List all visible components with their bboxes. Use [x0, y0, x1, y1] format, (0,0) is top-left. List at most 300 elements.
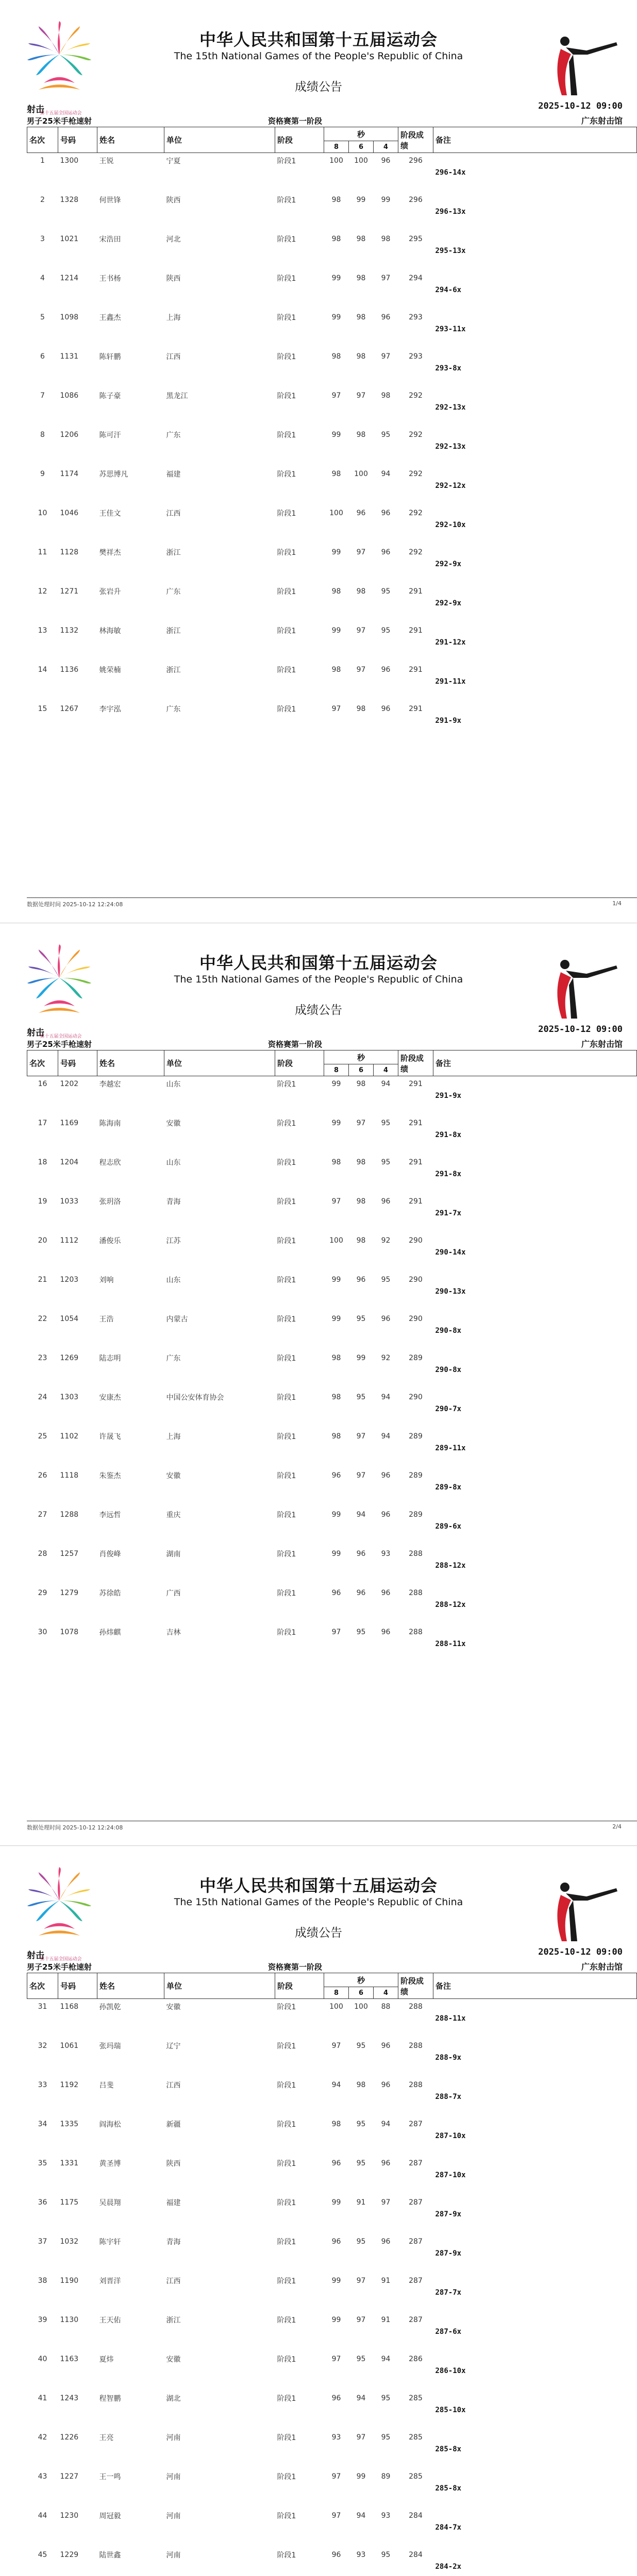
score-8s-cell: 96 [331, 2159, 341, 2167]
rank-cell: 15 [38, 705, 47, 713]
score-4s-cell: 93 [381, 2512, 391, 2520]
col-header-note: 备注 [433, 127, 637, 153]
total-cell: 285 [409, 2433, 423, 2442]
table-row [27, 1546, 637, 1562]
unit-cell: 江西 [166, 510, 181, 518]
table-row [27, 1155, 637, 1170]
phase-cell: 阶段1 [277, 275, 296, 283]
rank-cell: 16 [38, 1080, 47, 1088]
rank-cell: 28 [38, 1550, 47, 1558]
title-english: The 15th National Games of the People's Republic of China [174, 50, 463, 62]
table-row-note [27, 1601, 637, 1624]
phase-cell: 阶段1 [277, 196, 296, 205]
score-4s-cell: 96 [381, 1315, 391, 1323]
table-row [27, 2391, 637, 2406]
score-4s-cell: 96 [381, 2159, 391, 2167]
score-8s-cell: 99 [331, 2198, 341, 2207]
rank-cell: 31 [38, 2003, 47, 2011]
score-4s-cell: 96 [381, 509, 391, 517]
note-cell: 293-8x [435, 364, 462, 372]
rank-cell: 11 [38, 548, 47, 556]
unit-cell: 青海 [166, 1198, 181, 1206]
number-cell: 1190 [60, 2277, 79, 2285]
table-row [27, 1076, 637, 1092]
name-cell: 肖俊峰 [99, 1550, 121, 1558]
phase-cell: 阶段1 [277, 2434, 296, 2442]
phase-cell: 阶段1 [277, 2551, 296, 2560]
rank-cell: 42 [38, 2433, 47, 2442]
score-8s-cell: 96 [331, 2551, 341, 2559]
phase-cell: 阶段1 [277, 157, 296, 165]
score-6s-cell: 97 [356, 2277, 366, 2285]
note-cell: 287-9x [435, 2249, 462, 2258]
page-number: 1/4 [612, 900, 622, 907]
table-row-note [27, 2054, 637, 2077]
phase-cell: 阶段1 [277, 1354, 296, 1363]
total-cell: 290 [409, 1393, 423, 1401]
total-cell: 290 [409, 1315, 423, 1323]
number-cell: 1061 [60, 2042, 79, 2050]
event-datetime: 2025-10-12 09:00 [538, 1024, 623, 1035]
col-header-number: 号码 [58, 127, 97, 153]
table-row-note [27, 2445, 637, 2469]
table-row-note [27, 482, 637, 505]
unit-cell: 江西 [166, 353, 181, 361]
score-6s-cell: 98 [356, 313, 366, 321]
notice-title: 成绩公告 [295, 80, 342, 94]
table-row [27, 545, 637, 560]
score-4s-cell: 96 [381, 2238, 391, 2246]
note-cell: 296-14x [435, 168, 466, 177]
number-cell: 1203 [60, 1276, 79, 1284]
score-8s-cell: 98 [331, 587, 341, 596]
rank-cell: 17 [38, 1119, 47, 1127]
note-cell: 292-9x [435, 599, 462, 607]
col-header-total: 阶段成绩 [398, 1050, 433, 1076]
total-cell: 293 [409, 313, 423, 321]
score-4s-cell: 95 [381, 2433, 391, 2442]
number-cell: 1168 [60, 2003, 79, 2011]
score-4s-cell: 95 [381, 1158, 391, 1166]
results-body [27, 1999, 637, 2576]
score-8s-cell: 97 [331, 2355, 341, 2363]
phase-cell: 阶段1 [277, 549, 296, 557]
number-cell: 1132 [60, 626, 79, 635]
total-cell: 292 [409, 431, 423, 439]
table-row-note [27, 1209, 637, 1233]
unit-cell: 辽宁 [166, 2042, 181, 2050]
score-8s-cell: 97 [331, 2512, 341, 2520]
score-8s-cell: 96 [331, 1471, 341, 1480]
number-cell: 1226 [60, 2433, 79, 2442]
total-cell: 288 [409, 2042, 423, 2050]
unit-cell: 安徽 [166, 1472, 181, 1480]
table-row-note [27, 2210, 637, 2234]
table-row [27, 1272, 637, 1287]
col-header-rank: 名次 [27, 1050, 58, 1076]
event-name: 射击 [27, 105, 44, 115]
table-row-note [27, 286, 637, 310]
unit-cell: 中国公安体育协会 [166, 1394, 224, 1402]
total-cell: 290 [409, 1276, 423, 1284]
score-6s-cell: 99 [356, 2472, 366, 2481]
total-cell: 291 [409, 705, 423, 713]
table-row-note [27, 2289, 637, 2312]
phase-cell: 阶段1 [277, 2199, 296, 2207]
table-row [27, 1585, 637, 1601]
col-header-8s: 8 [324, 141, 349, 153]
note-cell: 288-11x [435, 2014, 466, 2023]
col-header-number: 号码 [58, 1973, 97, 1999]
number-cell: 1202 [60, 1080, 79, 1088]
title-english: The 15th National Games of the People's Republic of China [174, 974, 463, 985]
score-6s-cell: 97 [356, 666, 366, 674]
score-6s-cell: 97 [356, 2316, 366, 2324]
event-name: 射击 [27, 1951, 44, 1961]
number-cell: 1169 [60, 1119, 79, 1127]
col-header-name: 姓名 [97, 1050, 164, 1076]
phase-cell: 阶段1 [277, 235, 296, 244]
unit-cell: 福建 [166, 470, 181, 479]
note-cell: 293-11x [435, 325, 466, 333]
score-6s-cell: 97 [356, 1432, 366, 1440]
score-8s-cell: 97 [331, 1197, 341, 1206]
note-cell: 288-12x [435, 1562, 466, 1570]
table-row-note [27, 1287, 637, 1311]
score-6s-cell: 97 [356, 548, 366, 556]
name-cell: 宋浩田 [99, 235, 121, 244]
unit-cell: 河北 [166, 235, 181, 244]
number-cell: 1130 [60, 2316, 79, 2324]
unit-cell: 湖北 [166, 2395, 181, 2403]
rank-cell: 23 [38, 1354, 47, 1362]
score-6s-cell: 96 [356, 509, 366, 517]
note-cell: 292-9x [435, 560, 462, 568]
score-4s-cell: 95 [381, 2551, 391, 2559]
score-6s-cell: 98 [356, 1197, 366, 1206]
unit-cell: 浙江 [166, 2316, 181, 2325]
logo-caption: 第十五届全国运动会 [40, 1034, 82, 1039]
title-chinese: 中华人民共和国第十五届运动会 [199, 953, 438, 973]
total-cell: 291 [409, 1080, 423, 1088]
total-cell: 285 [409, 2472, 423, 2481]
rank-cell: 21 [38, 1276, 47, 1284]
score-6s-cell: 98 [356, 1236, 366, 1245]
name-cell: 潘俊乐 [99, 1237, 121, 1245]
name-cell: 周冠毅 [99, 2512, 121, 2520]
event-venue: 广东射击馆 [581, 1039, 623, 1049]
results-table [27, 1050, 637, 1664]
table-row-note [27, 168, 637, 192]
table-row-note [27, 1522, 637, 1546]
phase-cell: 阶段1 [277, 431, 296, 439]
note-cell: 295-13x [435, 247, 466, 255]
number-cell: 1033 [60, 1197, 79, 1206]
phase-cell: 阶段1 [277, 1511, 296, 1519]
name-cell: 何世锋 [99, 196, 121, 205]
rank-cell: 8 [40, 431, 45, 439]
name-cell: 孙炜麒 [99, 1629, 121, 1637]
score-4s-cell: 89 [381, 2472, 391, 2481]
name-cell: 阎海松 [99, 2121, 121, 2129]
table-row-note [27, 1327, 637, 1350]
note-cell: 291-8x [435, 1131, 462, 1139]
phase-cell: 阶段1 [277, 666, 296, 674]
number-cell: 1230 [60, 2512, 79, 2520]
score-8s-cell: 98 [331, 196, 341, 204]
table-row-note [27, 403, 637, 427]
number-cell: 1227 [60, 2472, 79, 2481]
unit-cell: 浙江 [166, 627, 181, 635]
table-row-note [27, 2249, 637, 2273]
phase-cell: 阶段1 [277, 510, 296, 518]
total-cell: 294 [409, 274, 423, 282]
table-row-note [27, 638, 637, 662]
total-cell: 288 [409, 2081, 423, 2089]
score-8s-cell: 98 [331, 666, 341, 674]
score-6s-cell: 95 [356, 2159, 366, 2167]
rank-cell: 26 [38, 1471, 47, 1480]
phase-cell: 阶段1 [277, 1629, 296, 1637]
table-row [27, 153, 637, 169]
table-row-note [27, 1562, 637, 1585]
name-cell: 陆世鑫 [99, 2551, 121, 2560]
score-6s-cell: 93 [356, 2551, 366, 2559]
score-6s-cell: 95 [356, 1315, 366, 1323]
score-8s-cell: 99 [331, 1119, 341, 1127]
score-4s-cell: 94 [381, 1432, 391, 1440]
score-6s-cell: 95 [356, 2355, 366, 2363]
unit-cell: 陕西 [166, 275, 181, 283]
event-phase: 资格赛第一阶段 [268, 1962, 323, 1972]
name-cell: 孙凯乾 [99, 2003, 121, 2011]
note-cell: 291-11x [435, 677, 466, 686]
number-cell: 1046 [60, 509, 79, 517]
col-header-4s: 4 [374, 141, 398, 153]
total-cell: 289 [409, 1471, 423, 1480]
score-6s-cell: 98 [356, 431, 366, 439]
col-header-unit: 单位 [164, 127, 275, 153]
score-6s-cell: 100 [354, 470, 368, 478]
score-4s-cell: 96 [381, 2081, 391, 2089]
results-body [27, 1076, 637, 1664]
score-6s-cell: 95 [356, 2238, 366, 2246]
score-8s-cell: 99 [331, 1315, 341, 1323]
score-8s-cell: 99 [331, 274, 341, 282]
name-cell: 樊祥杰 [99, 549, 121, 557]
col-header-seconds: 秒 [324, 127, 398, 141]
name-cell: 程智鹏 [99, 2395, 121, 2403]
name-cell: 王浩 [99, 1315, 114, 1324]
name-cell: 陈海南 [99, 1120, 121, 1128]
rank-cell: 34 [38, 2120, 47, 2128]
rank-cell: 4 [40, 274, 45, 282]
total-cell: 289 [409, 1511, 423, 1519]
table-row-note [27, 2367, 637, 2391]
table-row [27, 2077, 637, 2093]
score-6s-cell: 100 [354, 157, 368, 165]
score-6s-cell: 99 [356, 1354, 366, 1362]
score-4s-cell: 96 [381, 2042, 391, 2050]
footer-timestamp: 数据处理时间 2025-10-12 12:24:08 [27, 1824, 123, 1831]
score-6s-cell: 98 [356, 352, 366, 361]
phase-cell: 阶段1 [277, 2003, 296, 2011]
score-6s-cell: 97 [356, 1119, 366, 1127]
phase-cell: 阶段1 [277, 1550, 296, 1558]
score-6s-cell: 95 [356, 1393, 366, 1401]
note-cell: 287-10x [435, 2171, 466, 2179]
score-8s-cell: 97 [331, 2042, 341, 2050]
note-cell: 291-7x [435, 1209, 462, 1217]
footer-timestamp: 数据处理时间 2025-10-12 12:24:08 [27, 901, 123, 908]
total-cell: 291 [409, 1158, 423, 1166]
event-stage: 男子25米手枪速射 [27, 1962, 92, 1972]
score-6s-cell: 96 [356, 1550, 366, 1558]
unit-cell: 重庆 [166, 1511, 181, 1519]
event-phase: 资格赛第一阶段 [268, 116, 323, 126]
name-cell: 姚荣楠 [99, 666, 121, 674]
unit-cell: 河南 [166, 2473, 181, 2481]
table-row [27, 2116, 637, 2132]
number-cell: 1267 [60, 705, 79, 713]
total-cell: 291 [409, 626, 423, 635]
number-cell: 1328 [60, 196, 79, 204]
number-cell: 1136 [60, 666, 79, 674]
rank-cell: 20 [38, 1236, 47, 1245]
unit-cell: 福建 [166, 2199, 181, 2207]
rank-cell: 13 [38, 626, 47, 635]
number-cell: 1300 [60, 157, 79, 165]
unit-cell: 江西 [166, 2277, 181, 2285]
total-cell: 287 [409, 2238, 423, 2246]
unit-cell: 广东 [166, 588, 181, 596]
score-8s-cell: 97 [331, 2472, 341, 2481]
name-cell: 陈可汗 [99, 431, 121, 439]
total-cell: 291 [409, 1197, 423, 1206]
table-row [27, 1468, 637, 1483]
score-6s-cell: 97 [356, 392, 366, 400]
shooting-pictogram-icon [550, 21, 623, 98]
note-cell: 291-9x [435, 717, 462, 725]
col-header-total: 阶段成绩 [398, 1973, 433, 1999]
number-cell: 1204 [60, 1158, 79, 1166]
rank-cell: 38 [38, 2277, 47, 2285]
unit-cell: 内蒙古 [166, 1315, 188, 1324]
score-4s-cell: 96 [381, 1471, 391, 1480]
number-cell: 1032 [60, 2238, 79, 2246]
page-header [0, 1846, 637, 1975]
table-row-note [27, 717, 637, 740]
col-header-6s: 6 [349, 141, 374, 153]
score-8s-cell: 98 [331, 1158, 341, 1166]
score-6s-cell: 100 [354, 2003, 368, 2011]
table-row [27, 231, 637, 247]
table-row [27, 1350, 637, 1366]
name-cell: 王天佑 [99, 2316, 121, 2325]
score-8s-cell: 99 [331, 1276, 341, 1284]
phase-cell: 阶段1 [277, 1080, 296, 1089]
score-6s-cell: 98 [356, 705, 366, 713]
table-row [27, 1429, 637, 1444]
number-cell: 1243 [60, 2394, 79, 2402]
note-cell: 284-7x [435, 2523, 462, 2532]
number-cell: 1054 [60, 1315, 79, 1323]
page-header [0, 0, 637, 129]
number-cell: 1269 [60, 1354, 79, 1362]
score-8s-cell: 100 [329, 2003, 343, 2011]
event-venue: 广东射击馆 [581, 1962, 623, 1972]
shooting-pictogram-icon [550, 944, 623, 1021]
rank-cell: 37 [38, 2238, 47, 2246]
total-cell: 284 [409, 2512, 423, 2520]
score-4s-cell: 96 [381, 666, 391, 674]
note-cell: 292-13x [435, 443, 466, 451]
phase-cell: 阶段1 [277, 1433, 296, 1441]
note-cell: 287-10x [435, 2132, 466, 2140]
score-4s-cell: 88 [381, 2003, 391, 2011]
score-6s-cell: 95 [356, 2120, 366, 2128]
total-cell: 289 [409, 1432, 423, 1440]
total-cell: 287 [409, 2120, 423, 2128]
score-8s-cell: 100 [329, 509, 343, 517]
total-cell: 287 [409, 2316, 423, 2324]
score-4s-cell: 92 [381, 1354, 391, 1362]
col-header-total: 阶段成绩 [398, 127, 433, 153]
note-cell: 287-9x [435, 2210, 462, 2218]
note-cell: 285-8x [435, 2484, 462, 2493]
table-row-note [27, 1405, 637, 1429]
phase-cell: 阶段1 [277, 1472, 296, 1480]
number-cell: 1279 [60, 1589, 79, 1597]
name-cell: 刘晋洋 [99, 2277, 121, 2285]
number-cell: 1257 [60, 1550, 79, 1558]
phase-cell: 阶段1 [277, 392, 296, 400]
unit-cell: 上海 [166, 1433, 181, 1441]
name-cell: 陈轩鹏 [99, 353, 121, 361]
score-4s-cell: 92 [381, 1236, 391, 1245]
total-cell: 287 [409, 2277, 423, 2285]
table-row-note [27, 443, 637, 466]
phase-cell: 阶段1 [277, 2316, 296, 2325]
note-cell: 289-6x [435, 1522, 462, 1531]
score-4s-cell: 94 [381, 2120, 391, 2128]
score-6s-cell: 98 [356, 587, 366, 596]
score-6s-cell: 96 [356, 1589, 366, 1597]
unit-cell: 安徽 [166, 2355, 181, 2364]
notice-title: 成绩公告 [295, 1004, 342, 1017]
score-4s-cell: 93 [381, 1550, 391, 1558]
phase-cell: 阶段1 [277, 2355, 296, 2364]
unit-cell: 广东 [166, 705, 181, 714]
title-chinese: 中华人民共和国第十五届运动会 [199, 30, 438, 49]
total-cell: 292 [409, 509, 423, 517]
table-row [27, 427, 637, 443]
score-8s-cell: 93 [331, 2433, 341, 2442]
table-row-note [27, 1366, 637, 1389]
col-header-seconds: 秒 [324, 1973, 398, 1987]
event-stage: 男子25米手枪速射 [27, 1040, 92, 1049]
number-cell: 1078 [60, 1628, 79, 1636]
rank-cell: 30 [38, 1628, 47, 1636]
number-cell: 1163 [60, 2355, 79, 2363]
phase-cell: 阶段1 [277, 353, 296, 361]
rank-cell: 10 [38, 509, 47, 517]
unit-cell: 河南 [166, 2551, 181, 2560]
phase-cell: 阶段1 [277, 2121, 296, 2129]
phase-cell: 阶段1 [277, 314, 296, 322]
score-6s-cell: 98 [356, 274, 366, 282]
name-cell: 陈子豪 [99, 392, 121, 400]
